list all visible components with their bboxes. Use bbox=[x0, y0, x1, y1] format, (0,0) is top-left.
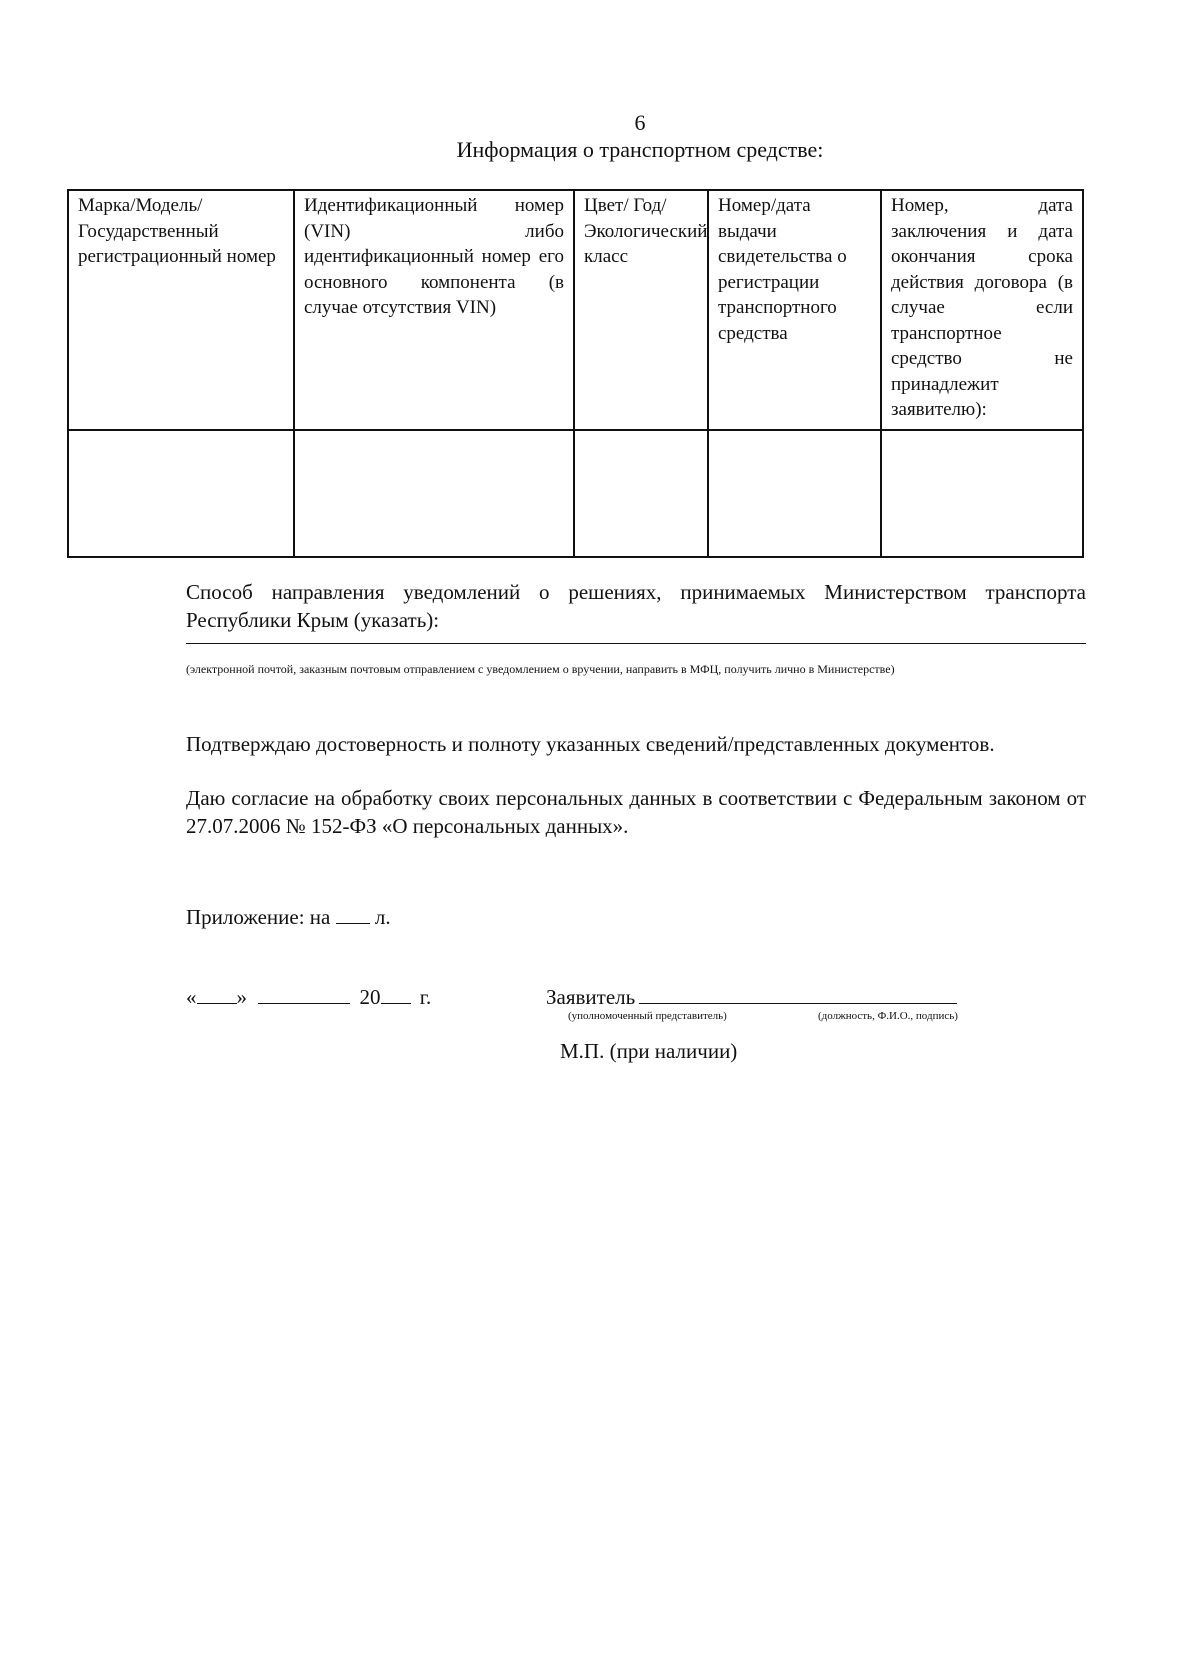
header-contract: Номер, дата заключения и дата окончания срока действия договора (в случае если транспортное средство не принадлежит заявителю): bbox=[881, 190, 1083, 430]
stamp-note: М.П. (при наличии) bbox=[560, 1039, 738, 1063]
table-cell-make-model[interactable] bbox=[68, 430, 294, 557]
applicant-signature-field[interactable] bbox=[639, 985, 957, 1004]
date-year-suffix: г. bbox=[419, 985, 432, 1009]
header-registration-certificate: Номер/дата выдачи свидетельства о регистрации транспортного средства bbox=[708, 190, 881, 430]
attachment-pages-field[interactable] bbox=[336, 905, 370, 924]
notification-method-field[interactable] bbox=[186, 643, 1086, 644]
confirmation-text: Подтверждаю достоверность и полноту указанных сведений/представленных документов. bbox=[186, 732, 995, 756]
header-make-model: Марка/Модель/ Государственный регистрационный номер bbox=[68, 190, 294, 430]
attachment-line bbox=[186, 903, 391, 931]
applicant-label: Заявитель bbox=[546, 985, 636, 1009]
notification-method-text: Способ направления уведомлений о решениях, принимаемых Министерством транспорта Республики Крым (указать): bbox=[186, 580, 1086, 632]
date-month-field[interactable] bbox=[258, 985, 350, 1004]
date-line bbox=[186, 983, 431, 1011]
attachment-prefix: Приложение: на bbox=[186, 905, 331, 929]
applicant-hint-left: (уполномоченный представитель) bbox=[568, 1010, 727, 1022]
table-cell-color-year-class[interactable] bbox=[574, 430, 708, 557]
notification-method-hint: (электронной почтой, заказным почтовым отправлением с уведомлением о вручении, направить в МФЦ, получить лично в Министерстве) bbox=[186, 662, 895, 676]
date-year-prefix: 20 bbox=[359, 985, 381, 1009]
table-header-row bbox=[68, 190, 1083, 430]
consent-text: Даю согласие на обработку своих персональных данных в соответствии с Федеральным законом от 27.07.2006 № 152-ФЗ «О персональных данных». bbox=[186, 786, 1086, 838]
table-row bbox=[68, 430, 1083, 557]
header-vin: Идентификационный номер (VIN) либо идентификационный номер его основного компонента (в случае отсутствия VIN) bbox=[294, 190, 574, 430]
date-day-field[interactable] bbox=[197, 985, 237, 1004]
applicant-hint-right: (должность, Ф.И.О., подпись) bbox=[818, 1010, 958, 1022]
page-number: 6 bbox=[634, 110, 646, 135]
date-open-quote: « bbox=[186, 985, 197, 1009]
vehicle-info-table bbox=[67, 189, 1084, 558]
attachment-suffix: л. bbox=[374, 905, 391, 929]
table-cell-contract[interactable] bbox=[881, 430, 1083, 557]
date-year-field[interactable] bbox=[381, 985, 411, 1004]
table-cell-vin[interactable] bbox=[294, 430, 574, 557]
applicant-line bbox=[546, 983, 957, 1011]
date-close-quote: » bbox=[236, 985, 247, 1009]
table-cell-registration-certificate[interactable] bbox=[708, 430, 881, 557]
header-color-year-class: Цвет/ Год/ Экологический класс bbox=[574, 190, 708, 430]
page-title: Информация о транспортном средстве: bbox=[456, 137, 824, 162]
